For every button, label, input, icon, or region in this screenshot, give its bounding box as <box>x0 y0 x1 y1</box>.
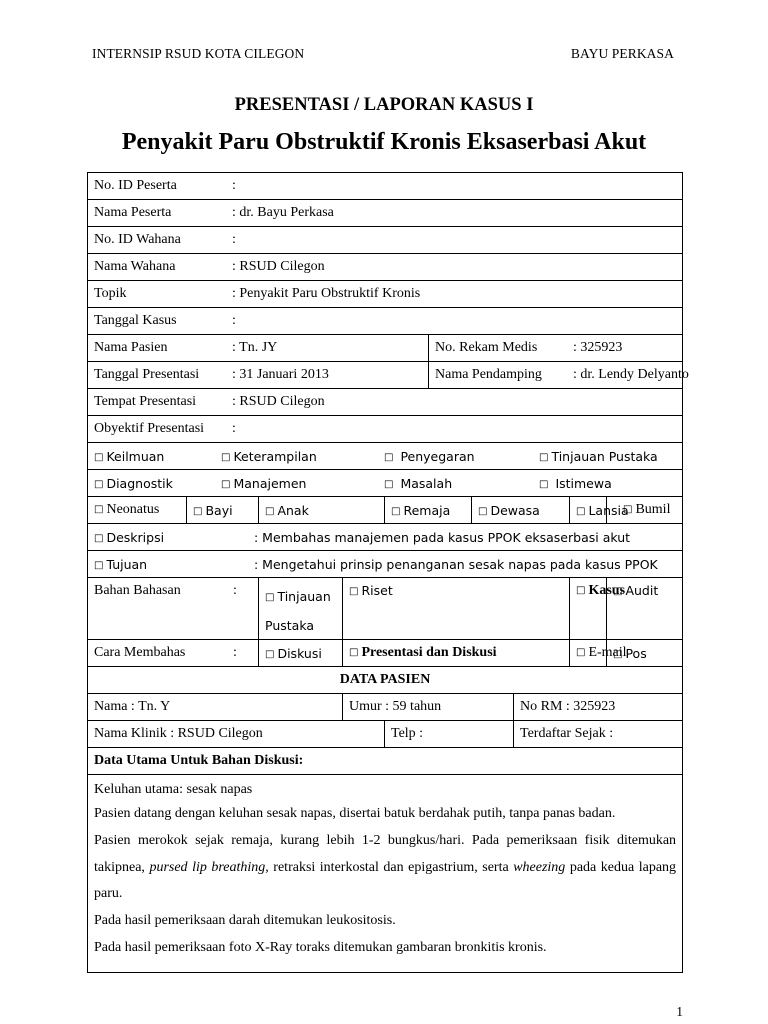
header-right: BAYU PERKASA <box>570 46 674 61</box>
row-nama-wahana <box>88 254 683 281</box>
label-obyektif-presentasi: Obyektif Presentasi <box>94 421 205 436</box>
checkbox-icon <box>539 449 551 464</box>
checkbox-icon <box>384 449 396 464</box>
pasien-terdaftar: Terdaftar Sejak : <box>514 721 683 748</box>
pasien-no-rm: No RM : 325923 <box>514 694 683 721</box>
checkbox-icon <box>94 557 106 572</box>
checkbox-manajemen[interactable]: □ Manajemen <box>221 476 384 491</box>
checkbox-email[interactable]: □ E-mail <box>570 640 607 667</box>
label-topik: Topik <box>94 286 127 301</box>
checkbox-icon <box>349 583 361 598</box>
checkbox-tinjauan-pustaka-bahan[interactable]: □ Tinjauan Pustaka <box>259 578 343 640</box>
diskusi-heading: Data Utama Untuk Bahan Diskusi: <box>88 748 683 775</box>
keluhan-utama: Keluhan utama: sesak napas <box>94 782 253 797</box>
document-subtitle: Penyakit Paru Obstruktif Kronis Eksaserbasi Akut <box>121 129 647 155</box>
checkbox-icon <box>265 503 277 518</box>
label-no-id-wahana: No. ID Wahana <box>94 232 181 247</box>
checkbox-icon <box>94 476 106 491</box>
paragraph-1: Pasien datang dengan keluhan sesak napas, disertai batuk berdahak putih, tanpa panas badan. <box>94 806 616 821</box>
paragraph-4: Pada hasil pemeriksaan foto X-Ray toraks ditemukan gambaran bronkitis kronis. <box>94 939 547 955</box>
value-nama-wahana: : RSUD Cilegon <box>232 259 325 274</box>
header-left: INTERNSIP RSUD KOTA CILEGON <box>92 46 305 61</box>
row-deskripsi <box>88 524 683 551</box>
checkbox-lansia[interactable]: □ Lansia <box>570 497 607 524</box>
diskusi-body <box>88 775 683 973</box>
checkbox-neonatus[interactable]: □ Neonatus <box>88 497 187 524</box>
value-topik: : Penyakit Paru Obstruktif Kronis <box>232 286 421 301</box>
label-no-id-peserta: No. ID Peserta <box>94 178 177 193</box>
checkbox-kasus[interactable]: □ Kasus <box>570 578 607 640</box>
pasien-telp: Telp : <box>385 721 514 748</box>
row-presentasi-pendamping <box>88 362 683 389</box>
label-tempat-presentasi: Tempat Presentasi <box>94 394 197 409</box>
checkbox-icon <box>478 503 490 518</box>
label-bahan-bahasan: Bahan Bahasan <box>94 583 181 598</box>
row-data-pasien-2 <box>88 721 683 748</box>
checkbox-tinjauan-pustaka[interactable]: □ Tinjauan Pustaka <box>539 449 658 464</box>
paragraph-3: Pada hasil pemeriksaan darah ditemukan leukositosis. <box>94 913 396 929</box>
checkbox-icon <box>193 503 205 518</box>
value-tempat-presentasi: : RSUD Cilegon <box>232 394 325 409</box>
checkbox-dewasa[interactable]: □ Dewasa <box>472 497 570 524</box>
value-tujuan: : Mengetahui prinsip penanganan sesak napas pada kasus PPOK <box>254 556 658 572</box>
row-nama-peserta <box>88 200 683 227</box>
value-nama-pendamping: : dr. Lendy Delyanto <box>573 367 689 382</box>
row-data-pasien-1 <box>88 694 683 721</box>
checkbox-anak[interactable]: □ Anak <box>259 497 385 524</box>
checkbox-diskusi[interactable]: □ Diskusi <box>259 640 343 667</box>
value-deskripsi: : Membahas manajemen pada kasus PPOK eksaserbasi akut <box>254 529 631 545</box>
checkbox-remaja[interactable]: □ Remaja <box>385 497 472 524</box>
label-cara-membahas: Cara Membahas <box>94 645 186 660</box>
checkbox-keterampilan[interactable]: □ Keterampilan <box>221 449 384 464</box>
checkbox-deskripsi[interactable]: □ Deskripsi <box>94 530 254 545</box>
value-tanggal-kasus: : <box>232 313 236 328</box>
checkbox-penyegaran[interactable]: □ Penyegaran <box>384 449 539 464</box>
checkbox-icon <box>576 503 588 518</box>
checkbox-icon <box>94 502 106 517</box>
checkbox-icon <box>613 646 625 661</box>
pasien-nama: Nama : Tn. Y <box>88 694 343 721</box>
row-pasien-rekam-medis <box>88 335 683 362</box>
label-tanggal-kasus: Tanggal Kasus <box>94 313 177 328</box>
checkbox-keilmuan[interactable]: □ Keilmuan <box>94 449 221 464</box>
checkbox-audit[interactable]: □ Audit <box>607 578 683 640</box>
checkbox-riset[interactable]: □ Riset <box>343 578 570 640</box>
row-objectives-2 <box>88 470 683 497</box>
checkbox-icon <box>623 502 635 517</box>
value-no-id-wahana: : <box>232 232 236 247</box>
row-tempat-presentasi <box>88 389 683 416</box>
checkbox-icon <box>391 503 403 518</box>
checkbox-icon <box>94 449 106 464</box>
value-obyektif-presentasi: : <box>232 421 236 436</box>
pasien-nama-klinik: Nama Klinik : RSUD Cilegon <box>88 721 385 748</box>
row-diskusi-heading <box>88 748 683 775</box>
row-tujuan <box>88 551 683 578</box>
checkbox-istimewa[interactable]: □ Istimewa <box>539 476 612 491</box>
label-nama-peserta: Nama Peserta <box>94 205 172 220</box>
document-title: PRESENTASI / LAPORAN KASUS I <box>234 95 534 115</box>
checkbox-icon <box>384 476 396 491</box>
row-objectives-1 <box>88 443 683 470</box>
checkbox-tujuan[interactable]: □ Tujuan <box>94 557 254 572</box>
value-tanggal-presentasi: : 31 Januari 2013 <box>232 367 329 382</box>
checkbox-icon <box>613 583 625 598</box>
checkbox-icon <box>576 645 588 660</box>
data-pasien-heading: DATA PASIEN <box>88 667 683 694</box>
checkbox-masalah[interactable]: □ Masalah <box>384 476 539 491</box>
checkbox-icon <box>221 476 233 491</box>
value-no-rekam-medis: : 325923 <box>573 340 623 355</box>
label-nama-wahana: Nama Wahana <box>94 259 176 274</box>
checkbox-icon <box>265 589 277 604</box>
row-tanggal-kasus <box>88 308 683 335</box>
checkbox-icon <box>265 646 277 661</box>
value-no-id-peserta: : <box>232 178 236 193</box>
label-no-rekam-medis: No. Rekam Medis <box>435 340 538 355</box>
label-nama-pendamping: Nama Pendamping <box>435 367 542 382</box>
checkbox-diagnostik[interactable]: □ Diagnostik <box>94 476 221 491</box>
checkbox-icon <box>349 645 361 660</box>
case-report-form <box>87 172 689 973</box>
row-age-groups <box>88 497 683 524</box>
row-data-pasien-heading <box>88 667 683 694</box>
checkbox-presentasi-diskusi[interactable]: □ Presentasi dan Diskusi <box>343 640 570 667</box>
row-obyektif-presentasi <box>88 416 683 443</box>
row-no-id-peserta <box>88 173 683 200</box>
page-number: 1 <box>676 1004 683 1019</box>
checkbox-icon <box>94 530 106 545</box>
row-topik <box>88 281 683 308</box>
paragraph-2: Pasien merokok sejak remaja, kurang lebih 1-2 bungkus/hari. Pada pemeriksaan fisik ditemukan takipnea, pursed lip breathing, retraksi interkostal dan epigastrium, serta wheezing pada kedua lapang paru. <box>94 832 677 902</box>
checkbox-bayi[interactable]: □ Bayi <box>187 497 259 524</box>
label-tanggal-presentasi: Tanggal Presentasi <box>94 367 200 382</box>
row-bahan-bahasan: Bahan Bahasan : □ Tinjauan Pustaka □ Riset □ Kasus □ Audit <box>88 578 683 640</box>
row-diskusi-body <box>88 775 683 973</box>
row-no-id-wahana <box>88 227 683 254</box>
checkbox-icon <box>539 476 551 491</box>
checkbox-bumil[interactable]: □ Bumil <box>607 497 683 524</box>
checkbox-pos[interactable]: □ Pos <box>607 640 683 667</box>
checkbox-icon <box>221 449 233 464</box>
pasien-umur: Umur : 59 tahun <box>343 694 514 721</box>
label-nama-pasien: Nama Pasien <box>94 340 168 355</box>
value-nama-peserta: : dr. Bayu Perkasa <box>232 205 334 220</box>
checkbox-icon <box>576 583 588 598</box>
row-cara-membahas: Cara Membahas : □ Diskusi □ Presentasi dan Diskusi □ E-mail □ Pos <box>88 640 683 667</box>
value-nama-pasien: : Tn. JY <box>232 340 278 355</box>
